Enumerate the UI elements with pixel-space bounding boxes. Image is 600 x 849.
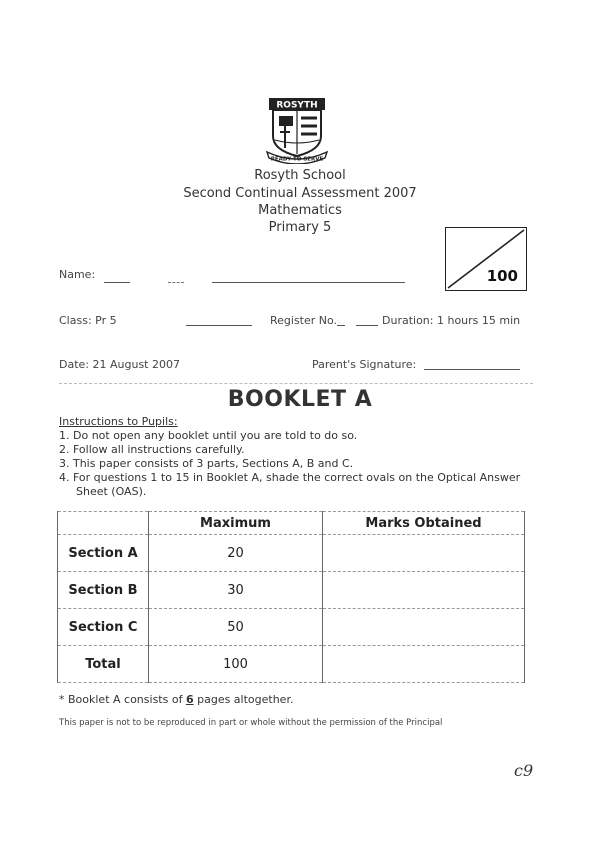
name-label: Name: — [59, 268, 96, 281]
handwritten-mark: c9 — [514, 761, 534, 780]
separator-line — [59, 383, 533, 384]
name-line-b — [168, 282, 184, 283]
marks-table — [57, 511, 525, 683]
booklet-title: BOOKLET A — [227, 387, 373, 412]
marks-table-header-row — [58, 512, 525, 535]
register-label: Register No. — [270, 314, 338, 327]
section-maximum: 30 — [149, 572, 323, 609]
school-crest-logo — [265, 96, 329, 164]
svg-text:READY TO SERVE: READY TO SERVE — [270, 156, 324, 163]
parent-signature-label: Parent's Signature: — [312, 358, 417, 371]
section-label: Section B — [58, 572, 149, 609]
duration-text: Duration: 1 hours 15 min — [382, 314, 521, 327]
school-name: Rosyth School — [254, 168, 346, 183]
table-row — [58, 646, 525, 683]
total-score-box[interactable] — [445, 227, 527, 291]
pages-note-prefix: * Booklet A consists of — [59, 693, 183, 706]
parent-signature-line[interactable] — [424, 369, 520, 370]
register-input-line[interactable] — [356, 325, 378, 326]
score-total-value: 100 — [486, 267, 518, 285]
instruction-item: 4. For questions 1 to 15 in Booklet A, shade the correct ovals on the Optical Answer — [59, 471, 521, 484]
subject-title: Mathematics — [258, 203, 342, 218]
instruction-item: 3. This paper consists of 3 parts, Sections A, B and C. — [59, 457, 354, 470]
pages-note — [59, 693, 293, 706]
section-maximum: 50 — [149, 609, 323, 646]
header-maximum: Maximum — [149, 512, 323, 535]
section-label: Section A — [58, 535, 149, 572]
section-obtained-cell[interactable] — [323, 609, 525, 646]
total-obtained-cell[interactable] — [323, 646, 525, 683]
section-obtained-cell[interactable] — [323, 572, 525, 609]
instruction-item-continued: Sheet (OAS). — [76, 485, 147, 498]
instruction-item: 1. Do not open any booklet until you are told to do so. — [59, 429, 358, 442]
section-label: Section C — [58, 609, 149, 646]
class-input-line[interactable] — [186, 325, 252, 326]
class-label: Class: Pr 5 — [59, 314, 117, 327]
assessment-title: Second Continual Assessment 2007 — [183, 186, 417, 201]
copyright-notice: This paper is not to be reproduced in part or whole without the permission of the Principal — [59, 718, 443, 728]
pages-note-suffix: pages altogether. — [197, 693, 294, 706]
level-title: Primary 5 — [268, 220, 332, 235]
total-maximum: 100 — [149, 646, 323, 683]
section-maximum: 20 — [149, 535, 323, 572]
register-line-a — [337, 325, 345, 326]
header-blank — [58, 512, 149, 535]
name-input-line[interactable] — [212, 282, 405, 283]
table-row — [58, 609, 525, 646]
instruction-item: 2. Follow all instructions carefully. — [59, 443, 245, 456]
svg-text:ROSYTH: ROSYTH — [276, 100, 318, 111]
total-label: Total — [58, 646, 149, 683]
section-obtained-cell[interactable] — [323, 535, 525, 572]
date-text: Date: 21 August 2007 — [59, 358, 180, 371]
name-line-a — [104, 282, 130, 283]
header-marks-obtained: Marks Obtained — [323, 512, 525, 535]
table-row — [58, 535, 525, 572]
pages-note-count: 6 — [185, 693, 194, 706]
instructions-heading: Instructions to Pupils: — [59, 415, 178, 428]
table-row — [58, 572, 525, 609]
